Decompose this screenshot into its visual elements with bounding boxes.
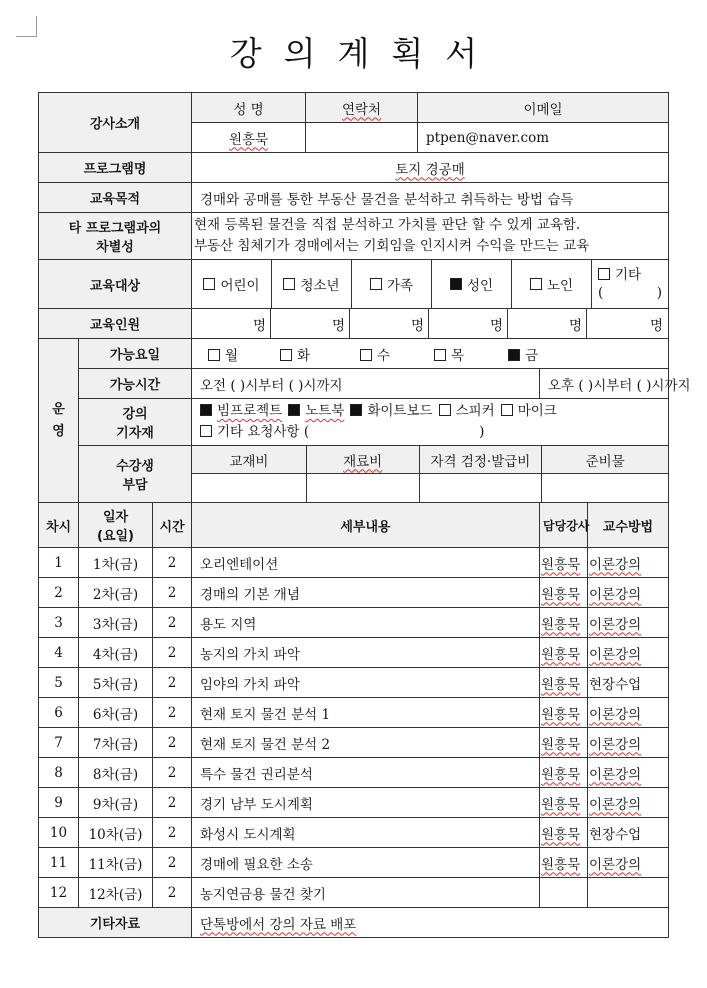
instructor-email[interactable]: ptpen@naver.com [418, 123, 669, 153]
target-etc-checkbox[interactable] [598, 268, 610, 280]
schedule-row [39, 578, 669, 608]
row-content: 특수 물건 권리분석 [192, 758, 540, 788]
schedule-row [39, 548, 669, 578]
row-date: 3차(금) [79, 608, 153, 638]
day-checkbox[interactable] [508, 349, 520, 361]
target-options [192, 260, 669, 309]
row-no: 10 [39, 818, 79, 848]
fee-value-3[interactable] [542, 474, 668, 502]
schedule-row [39, 758, 669, 788]
row-teacher: 원흥묵 [541, 856, 581, 873]
fee-header-label: 재료비 [343, 453, 383, 470]
count-unit: 명 [252, 317, 266, 334]
equip-option-0[interactable] [200, 403, 282, 419]
row-no: 8 [39, 758, 79, 788]
row-hours: 2 [153, 848, 192, 878]
count-unit: 명 [410, 317, 424, 334]
row-hours: 2 [153, 668, 192, 698]
schedule-row [39, 698, 669, 728]
row-date: 12차(금) [79, 878, 153, 908]
fee-header-label: 준비물 [585, 453, 625, 470]
fee-value-1[interactable] [307, 474, 420, 502]
row-method: 현장수업 [589, 676, 642, 693]
program-label: 프로그램명 [39, 153, 192, 183]
schedule-row [39, 668, 669, 698]
equip-option-2[interactable] [350, 403, 432, 419]
row-content: 경매에 필요한 소송 [192, 848, 540, 878]
row-method: 현장수업 [589, 826, 642, 843]
diff-line1: 현재 등록된 물건을 직접 분석하고 가치를 판단 할 수 있게 교육함. [194, 217, 581, 233]
row-no: 3 [39, 608, 79, 638]
count-unit: 명 [568, 317, 582, 334]
sched-header-date2: (요일) [97, 529, 134, 544]
equip-option-1[interactable] [288, 403, 344, 419]
equip-etc-close: ) [479, 424, 485, 440]
day-label: 월 [225, 347, 239, 364]
row-date: 5차(금) [79, 668, 153, 698]
row-method: 이론강의 [589, 646, 642, 663]
row-hours: 2 [153, 698, 192, 728]
row-hours: 2 [153, 728, 192, 758]
day-option-1[interactable] [280, 344, 360, 364]
instructor-name: 원흥묵 [228, 131, 269, 148]
count-cell-1[interactable] [271, 309, 350, 338]
row-no: 2 [39, 578, 79, 608]
row-content: 용도 지역 [192, 608, 540, 638]
schedule-row [39, 878, 669, 908]
sched-header-teacher: 담당강사 [540, 503, 588, 548]
day-checkbox[interactable] [360, 349, 372, 361]
diff-label-line1: 타 프로그램과의 [68, 221, 162, 236]
row-teacher: 원흥묵 [541, 646, 581, 663]
count-cell-3[interactable] [429, 309, 508, 338]
row-teacher: 원흥묵 [541, 616, 581, 633]
row-no: 1 [39, 548, 79, 578]
equip-label: 빔프로젝트 [217, 403, 283, 419]
row-teacher: 원흥묵 [541, 706, 581, 723]
day-label: 화 [297, 347, 311, 364]
count-cell-5[interactable] [587, 309, 667, 338]
diff-label [39, 213, 192, 260]
days-label: 가능요일 [79, 339, 192, 369]
row-no: 4 [39, 638, 79, 668]
equip-label: 화이트보드 [367, 403, 433, 419]
row-date: 7차(금) [79, 728, 153, 758]
row-teacher: 원흥묵 [541, 556, 581, 573]
row-content: 경매의 기본 개념 [192, 578, 540, 608]
target-checkbox[interactable] [283, 278, 295, 290]
count-cell-0[interactable] [192, 309, 271, 338]
target-etc-close: ) [656, 285, 662, 301]
row-teacher: 원흥묵 [541, 586, 581, 603]
row-content: 오리엔테이션 [192, 548, 540, 578]
row-teacher: 원흥묵 [541, 736, 581, 753]
row-content: 현재 토지 물건 분석 1 [192, 698, 540, 728]
equip-checkbox[interactable] [350, 404, 362, 416]
row-content: 경기 남부 도시계획 [192, 788, 540, 818]
target-option-label: 노인 [546, 278, 574, 294]
row-hours: 2 [153, 788, 192, 818]
day-option-2[interactable] [360, 344, 434, 364]
day-option-4[interactable] [508, 344, 548, 364]
fee-header-label: 교재비 [229, 453, 269, 470]
target-checkbox[interactable] [203, 278, 215, 290]
time-am[interactable]: 오전 ( )시부터 ( )시까지 [192, 369, 540, 399]
row-date: 6차(금) [79, 698, 153, 728]
row-no: 9 [39, 788, 79, 818]
fee-label-line2: 부담 [122, 478, 148, 493]
day-option-0[interactable] [208, 344, 280, 364]
row-hours: 2 [153, 878, 192, 908]
row-method: 이론강의 [589, 856, 642, 873]
day-label: 수 [377, 347, 391, 364]
count-unit: 명 [489, 317, 503, 334]
target-option-label: 어린이 [220, 278, 260, 294]
program-value: 토지 경공매 [395, 161, 465, 178]
name-header: 성 명 [192, 93, 306, 123]
equip-etc-label: 기타 요청사항 ( [217, 424, 310, 440]
sched-header-method: 교수방법 [588, 503, 669, 548]
row-method: 이론강의 [589, 586, 642, 603]
schedule-row [39, 818, 669, 848]
row-no: 6 [39, 698, 79, 728]
row-date: 8차(금) [79, 758, 153, 788]
fee-label-line1: 수강생 [116, 459, 154, 474]
row-hours: 2 [153, 548, 192, 578]
row-content: 현재 토지 물건 분석 2 [192, 728, 540, 758]
diff-line2: 부동산 침체기가 경매에서는 기회임을 인지시켜 수익을 만드는 교육 [194, 238, 590, 254]
equip-checkbox[interactable] [288, 404, 300, 416]
target-checkbox[interactable] [530, 278, 542, 290]
row-date: 10차(금) [79, 818, 153, 848]
equip-label: 노트북 [305, 403, 345, 419]
instructor-label: 강사소개 [39, 93, 192, 153]
row-method: 이론강의 [589, 766, 642, 783]
day-option-3[interactable] [434, 344, 508, 364]
equip-label-line1: 강의 [122, 407, 148, 422]
equip-label: 마이크 [517, 403, 557, 419]
count-cells [192, 309, 669, 339]
sched-header-date [79, 503, 153, 548]
row-teacher: 원흥묵 [541, 766, 581, 783]
fee-label [79, 446, 192, 503]
fee-header-3 [542, 446, 668, 473]
equip-option-3[interactable] [439, 403, 495, 419]
sched-header-hours: 시간 [153, 503, 192, 548]
day-checkbox[interactable] [208, 349, 220, 361]
target-option-4[interactable] [512, 260, 592, 308]
row-no: 11 [39, 848, 79, 878]
row-date: 1차(금) [79, 548, 153, 578]
operation-label-text: 운영 [52, 401, 65, 439]
target-option-3[interactable] [432, 260, 512, 308]
row-content: 임야의 가치 파악 [192, 668, 540, 698]
row-teacher: 원흥묵 [541, 826, 581, 843]
row-method: 이론강의 [589, 796, 642, 813]
day-checkbox[interactable] [434, 349, 446, 361]
row-no: 12 [39, 878, 79, 908]
row-content: 농지의 가치 파악 [192, 638, 540, 668]
count-label: 교육인원 [39, 309, 192, 339]
lecture-plan-table [38, 92, 691, 938]
row-method: 이론강의 [589, 616, 642, 633]
target-etc-open: ( [598, 285, 604, 301]
row-date: 9차(금) [79, 788, 153, 818]
target-option-2[interactable] [352, 260, 432, 308]
row-teacher: 원흥묵 [541, 676, 581, 693]
row-hours: 2 [153, 608, 192, 638]
row-hours: 2 [153, 578, 192, 608]
time-pm[interactable]: 오후 ( )시부터 ( )시까지 [540, 369, 669, 399]
schedule-row [39, 638, 669, 668]
row-no: 7 [39, 728, 79, 758]
sched-header-content: 세부내용 [192, 503, 540, 548]
row-content: 농지연금용 물건 찾기 [192, 878, 540, 908]
row-no: 5 [39, 668, 79, 698]
row-hours: 2 [153, 758, 192, 788]
day-checkbox[interactable] [280, 349, 292, 361]
equip-checkbox[interactable] [200, 404, 212, 416]
row-date: 4차(금) [79, 638, 153, 668]
target-checkbox[interactable] [450, 278, 462, 290]
days-options [192, 339, 669, 369]
equip-option-4[interactable] [501, 403, 557, 419]
target-option-1[interactable] [272, 260, 352, 308]
target-option-0[interactable] [192, 260, 272, 308]
diff-value [192, 213, 669, 260]
target-label: 교육대상 [39, 260, 192, 309]
diff-label-line2: 차별성 [96, 240, 134, 255]
equip-checkbox[interactable] [439, 404, 451, 416]
equip-label [79, 399, 192, 446]
day-label: 목 [451, 347, 465, 364]
row-method: 이론강의 [589, 706, 642, 723]
schedule-row [39, 788, 669, 818]
count-cell-4[interactable] [508, 309, 587, 338]
etc-label: 기타자료 [39, 908, 192, 938]
row-date: 2차(금) [79, 578, 153, 608]
sched-header-date1: 일자 [102, 510, 129, 525]
row-hours: 2 [153, 638, 192, 668]
schedule-row [39, 848, 669, 878]
row-method: 이론강의 [589, 556, 642, 573]
page-title: 강의계획서 [229, 34, 500, 73]
schedule-row [39, 608, 669, 638]
target-option-label: 청소년 [300, 278, 340, 294]
count-unit: 명 [331, 317, 345, 334]
fee-header-0 [192, 446, 307, 473]
target-option-label: 성인 [466, 278, 494, 294]
schedule-row [39, 728, 669, 758]
instructor-contact[interactable] [306, 123, 418, 153]
row-hours: 2 [153, 818, 192, 848]
fee-header-label: 자격 검정·발급비 [430, 453, 531, 470]
etc-value: 단톡방에서 강의 자료 배포 [200, 916, 357, 933]
fee-value-2[interactable] [420, 474, 543, 502]
time-label: 가능시간 [79, 369, 192, 399]
equip-label: 스피커 [455, 403, 495, 419]
equip-etc-checkbox[interactable] [200, 425, 212, 437]
target-option-label: 가족 [386, 278, 414, 294]
email-header: 이메일 [418, 93, 669, 123]
goal-value: 경매와 공매를 통한 부동산 물건을 분석하고 취득하는 방법 습득 [192, 183, 669, 213]
row-date: 11차(금) [79, 848, 153, 878]
equip-label-line2: 기자재 [116, 426, 154, 441]
contact-header: 연락처 [341, 101, 382, 118]
sched-header-no: 차시 [39, 503, 79, 548]
count-unit: 명 [649, 317, 663, 334]
equip-checkbox[interactable] [501, 404, 513, 416]
count-cell-2[interactable] [350, 309, 429, 338]
row-content: 화성시 도시계획 [192, 818, 540, 848]
target-option-etc[interactable] [592, 260, 668, 308]
operation-label [39, 339, 79, 503]
day-label: 금 [525, 347, 539, 364]
row-method: 이론강의 [589, 736, 642, 753]
target-etc-label: 기타 [615, 267, 642, 283]
fee-value-0[interactable] [192, 474, 307, 502]
row-teacher: 원흥묵 [541, 796, 581, 813]
fee-header-2 [420, 446, 543, 473]
goal-label: 교육목적 [39, 183, 192, 213]
fee-table [192, 446, 669, 503]
fee-header-1 [307, 446, 420, 473]
target-checkbox[interactable] [370, 278, 382, 290]
equip-options [192, 399, 669, 446]
